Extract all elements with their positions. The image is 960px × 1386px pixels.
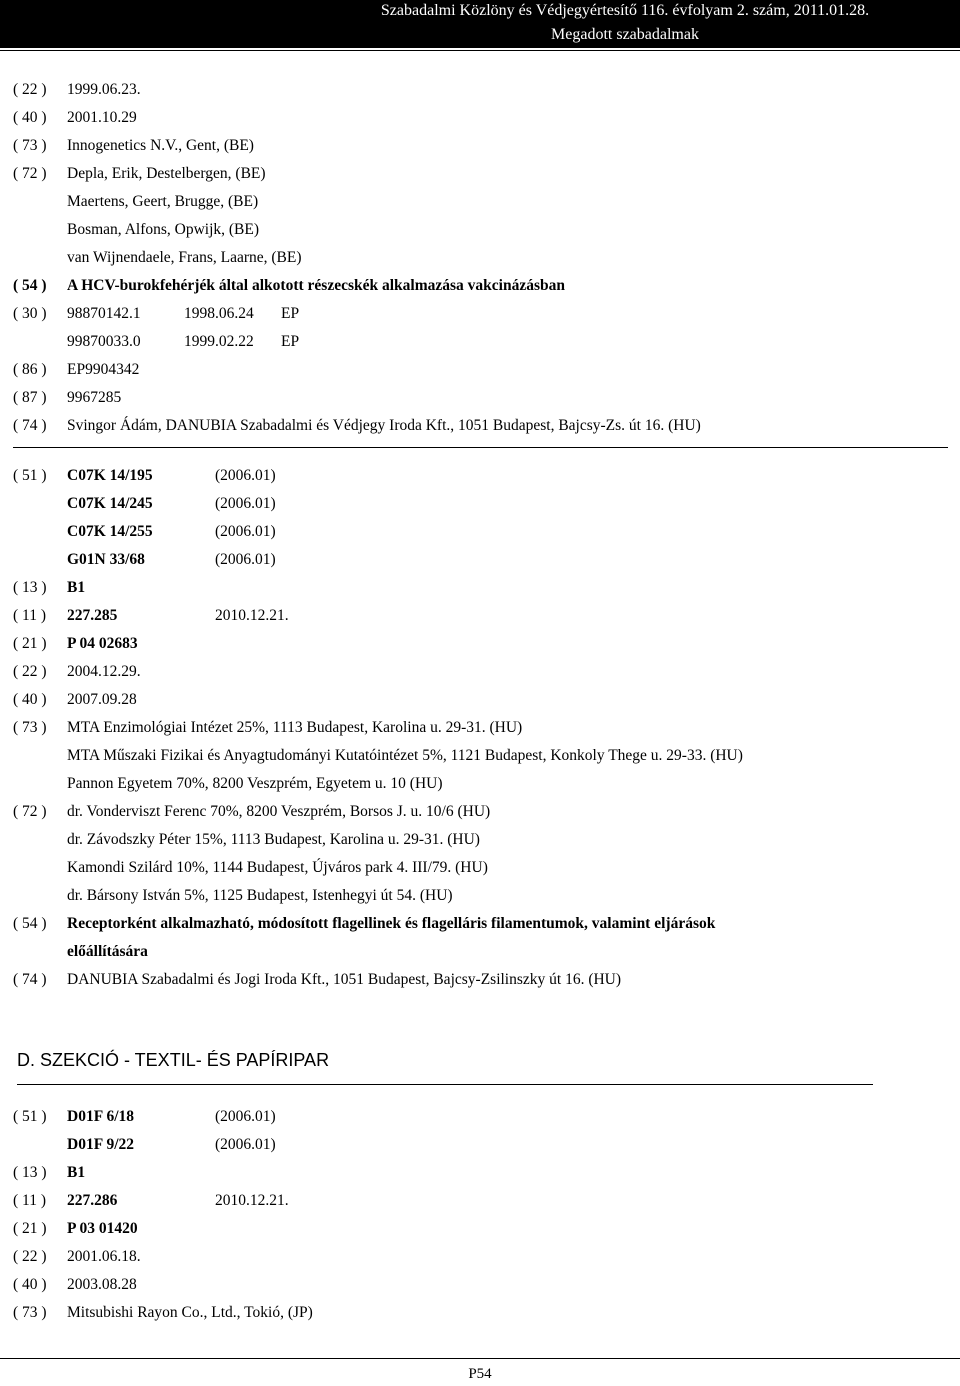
ipc-version: (2006.01) [215, 551, 276, 568]
field-74 [13, 966, 953, 994]
publication-date: 2007.09.28 [67, 691, 137, 708]
field-86 [13, 356, 953, 384]
field-22 [13, 76, 953, 104]
inid-code: ( 11 ) [13, 607, 46, 624]
patent-record-3 [13, 1103, 953, 1327]
proprietor: Pannon Egyetem 70%, 8200 Veszprém, Egyetem u. 10 (HU) [67, 775, 443, 792]
inid-code: ( 21 ) [13, 1220, 47, 1237]
inventor: Depla, Erik, Destelbergen, (BE) [67, 165, 266, 182]
field-22 [13, 658, 953, 686]
inventor: dr. Bársony István 5%, 1125 Budapest, Istenhegyi út 54. (HU) [67, 887, 453, 904]
field-11 [13, 602, 953, 630]
field-72-cont [13, 826, 953, 854]
field-51-cont [13, 490, 953, 518]
field-73-cont [13, 770, 953, 798]
field-72-cont [13, 216, 953, 244]
field-21 [13, 630, 953, 658]
filing-date: 2004.12.29. [67, 663, 141, 680]
inid-code: ( 13 ) [13, 579, 47, 596]
proprietor: MTA Műszaki Fizikai és Anyagtudományi Kutatóintézet 5%, 1121 Budapest, Konkoly Thege u. 29-33. (HU) [67, 747, 743, 764]
inid-code: ( 40 ) [13, 1276, 47, 1293]
inid-code: ( 51 ) [13, 1108, 47, 1125]
field-72-cont [13, 244, 953, 272]
inid-code: ( 73 ) [13, 719, 47, 736]
inid-code: ( 73 ) [13, 1304, 47, 1321]
inid-code: ( 22 ) [13, 663, 47, 680]
field-72-cont [13, 188, 953, 216]
application-number: P 03 01420 [67, 1220, 138, 1237]
representative: Svingor Ádám, DANUBIA Szabadalmi és Védjegy Iroda Kft., 1051 Budapest, Bajcsy-Zs. út 16. (HU) [67, 417, 701, 434]
ipc-version: (2006.01) [215, 495, 276, 512]
ipc-version: (2006.01) [215, 1108, 276, 1125]
inid-code: ( 87 ) [13, 389, 47, 406]
inid-code: ( 72 ) [13, 165, 47, 182]
grant-date: 2010.12.21. [215, 607, 289, 624]
field-30 [13, 300, 953, 328]
field-73 [13, 1299, 953, 1327]
proprietor: Innogenetics N.V., Gent, (BE) [67, 137, 254, 154]
field-72-cont [13, 882, 953, 910]
inid-code: ( 72 ) [13, 803, 47, 820]
inid-code: ( 22 ) [13, 1248, 47, 1265]
footer-rule [0, 1358, 960, 1359]
field-72-cont [13, 854, 953, 882]
publication-date: 2003.08.28 [67, 1276, 137, 1293]
field-87 [13, 384, 953, 412]
field-40 [13, 686, 953, 714]
ipc-class: C07K 14/255 [67, 523, 153, 540]
priority-type: EP [281, 305, 300, 322]
inventor: dr. Závodszky Péter 15%, 1113 Budapest, Karolina u. 29-31. (HU) [67, 831, 480, 848]
field-40 [13, 1271, 953, 1299]
inid-code: ( 40 ) [13, 109, 47, 126]
field-51 [13, 462, 953, 490]
inid-code: ( 22 ) [13, 81, 47, 98]
field-54-cont [13, 938, 953, 966]
patent-number: 227.285 [67, 607, 118, 624]
patent-title: Receptorként alkalmazható, módosított flagellinek és flagelláris filamentumok, valamint eljárások [67, 915, 716, 932]
application-number: P 04 02683 [67, 635, 138, 652]
ipc-class: C07K 14/245 [67, 495, 153, 512]
inid-code: ( 54 ) [13, 277, 47, 294]
field-51 [13, 1103, 953, 1131]
ipc-version: (2006.01) [215, 467, 276, 484]
field-51-cont [13, 518, 953, 546]
section-heading-rule [17, 1084, 873, 1085]
inid-code: ( 21 ) [13, 635, 47, 652]
field-73 [13, 714, 953, 742]
patent-number: 227.286 [67, 1192, 118, 1209]
ipc-class: D01F 6/18 [67, 1108, 135, 1125]
field-13 [13, 574, 953, 602]
inid-code: ( 74 ) [13, 417, 47, 434]
inid-code: ( 54 ) [13, 915, 47, 932]
document-kind: B1 [67, 1164, 86, 1181]
record-separator [13, 447, 948, 448]
priority-number: 98870142.1 [67, 305, 141, 322]
field-21 [13, 1215, 953, 1243]
inventor: dr. Vonderviszt Ferenc 70%, 8200 Veszprém, Borsos J. u. 10/6 (HU) [67, 803, 491, 820]
ipc-version: (2006.01) [215, 1136, 276, 1153]
inid-code: ( 74 ) [13, 971, 47, 988]
priority-date: 1998.06.24 [184, 305, 254, 322]
field-30-cont [13, 328, 953, 356]
patent-record-2 [13, 462, 953, 994]
inid-code: ( 86 ) [13, 361, 47, 378]
header-rule [0, 50, 960, 51]
field-40 [13, 104, 953, 132]
ipc-version: (2006.01) [215, 523, 276, 540]
publication-date: 2001.10.29 [67, 109, 137, 126]
field-13 [13, 1159, 953, 1187]
inid-code: ( 13 ) [13, 1164, 47, 1181]
inid-code: ( 40 ) [13, 691, 47, 708]
field-54 [13, 910, 953, 938]
inventor: Maertens, Geert, Brugge, (BE) [67, 193, 259, 210]
field-72 [13, 160, 953, 188]
inventor: van Wijnendaele, Frans, Laarne, (BE) [67, 249, 302, 266]
patent-record-1 [13, 76, 953, 440]
field-51-cont [13, 546, 953, 574]
inventor: Bosman, Alfons, Opwijk, (BE) [67, 221, 260, 238]
inid-code: ( 73 ) [13, 137, 47, 154]
field-22 [13, 1243, 953, 1271]
representative: DANUBIA Szabadalmi és Jogi Iroda Kft., 1051 Budapest, Bajcsy-Zsilinszky út 16. (HU) [67, 971, 622, 988]
international-publication: 9967285 [67, 389, 122, 406]
priority-type: EP [281, 333, 300, 350]
inid-code: ( 51 ) [13, 467, 47, 484]
page-header [0, 0, 960, 48]
document-kind: B1 [67, 579, 86, 596]
inid-code: ( 11 ) [13, 1192, 46, 1209]
grant-date: 2010.12.21. [215, 1192, 289, 1209]
filing-date: 2001.06.18. [67, 1248, 141, 1265]
field-74 [13, 412, 953, 440]
section-heading: D. SZEKCIÓ - TEXTIL- ÉS PAPÍRIPAR [17, 1050, 330, 1070]
inventor: Kamondi Szilárd 10%, 1144 Budapest, Újváros park 4. III/79. (HU) [67, 859, 488, 876]
section-title: Megadott szabadalmak [551, 26, 699, 43]
filing-date: 1999.06.23. [67, 81, 141, 98]
field-73 [13, 132, 953, 160]
patent-title: A HCV-burokfehérjék által alkotott részecskék alkalmazása vakcinázásban [67, 277, 565, 294]
field-72 [13, 798, 953, 826]
field-11 [13, 1187, 953, 1215]
ipc-class: D01F 9/22 [67, 1136, 135, 1153]
ipc-class: C07K 14/195 [67, 467, 153, 484]
field-73-cont [13, 742, 953, 770]
page-number: P54 [468, 1366, 492, 1382]
proprietor: MTA Enzimológiai Intézet 25%, 1113 Budapest, Karolina u. 29-31. (HU) [67, 719, 523, 736]
priority-date: 1999.02.22 [184, 333, 254, 350]
priority-number: 99870033.0 [67, 333, 141, 350]
ipc-class: G01N 33/68 [67, 551, 145, 568]
patent-title: előállítására [67, 943, 148, 960]
inid-code: ( 30 ) [13, 305, 47, 322]
field-51-cont [13, 1131, 953, 1159]
international-application: EP9904342 [67, 361, 140, 378]
field-54 [13, 272, 953, 300]
proprietor: Mitsubishi Rayon Co., Ltd., Tokió, (JP) [67, 1304, 313, 1321]
journal-title: Szabadalmi Közlöny és Védjegyértesítő 116. évfolyam 2. szám, 2011.01.28. [380, 2, 870, 19]
